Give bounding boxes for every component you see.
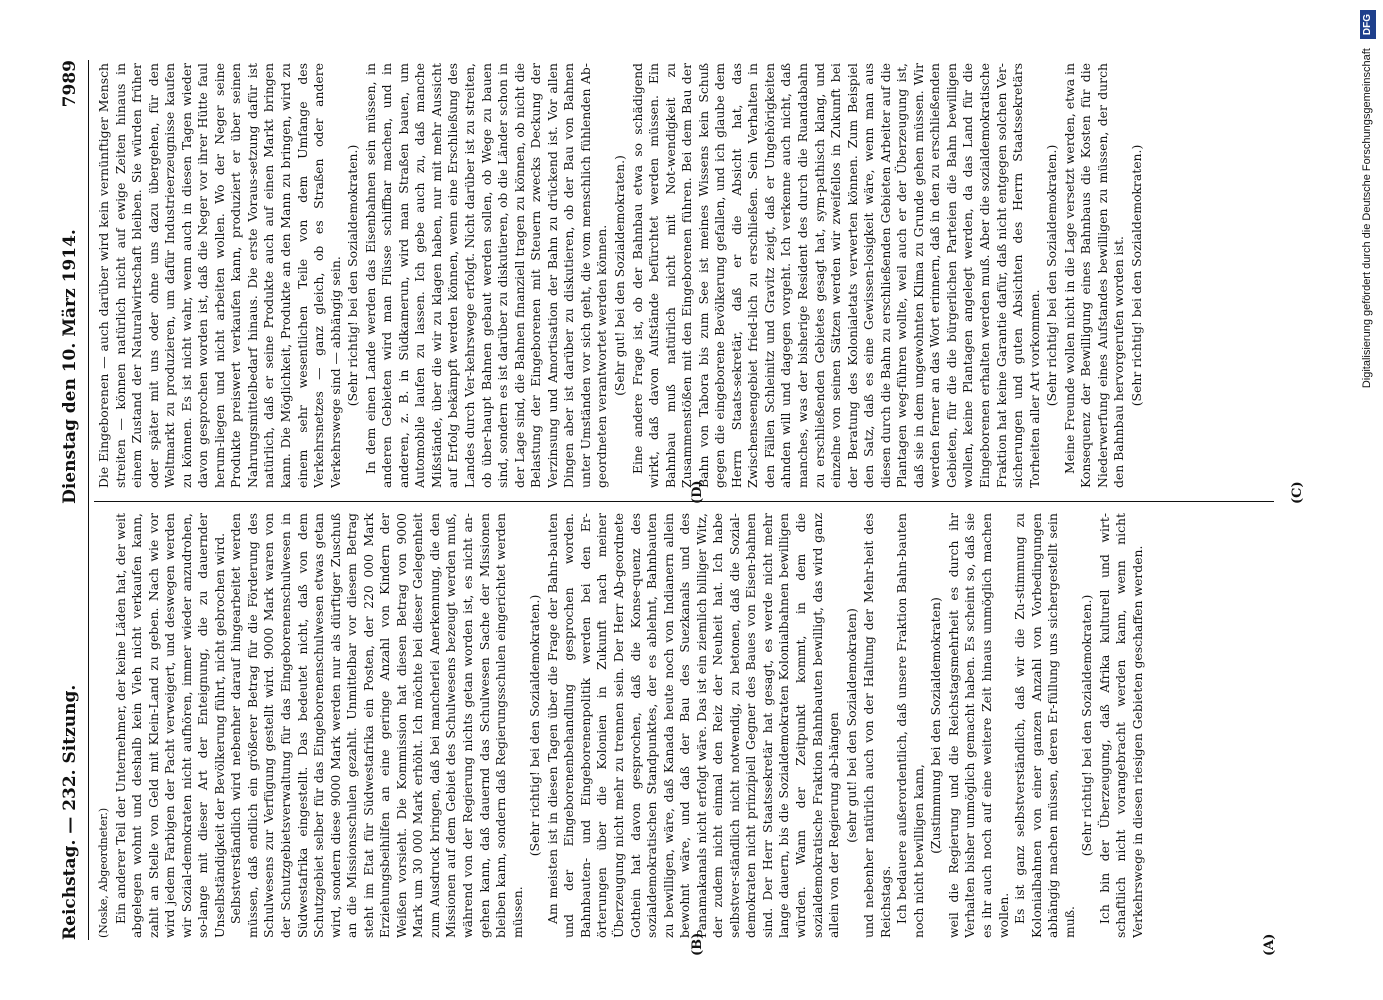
marker-a: (A) — [1262, 933, 1277, 956]
marker-c: (C) — [1290, 481, 1305, 504]
dfg-logo: DFG — [1360, 10, 1376, 39]
interjection: (Sehr richtig! bei den Sozialdemokraten.) — [1128, 144, 1144, 407]
interjection: (sehr gut! bei den Sozialdemokraten) — [843, 608, 859, 843]
paragraph: Ein anderer Teil der Unternehmer, der keine Läden hat, der weit abgelegen wohnt und deshalb kein Vieh nicht verkaufen kann, zahlt an Stelle von Geld mit Klein-Land zu geben. Nach wie vor wird jedem Farbigen der Pacht verweigert, und deswegen werden wir Sozial-demokraten nicht aufhören, immer wieder anzudrohen, so-lange mit dieser Art der Enteignung, die zu dauernder Unselbständigkeit der Bevölkerung führt, nicht gebrochen wird. — [112, 513, 227, 938]
digitization-text: Digitalisierung gefördert durch die Deutsche Forschungsgemeinschaft — [1361, 48, 1373, 389]
header-right — [60, 60, 80, 504]
header-left: Reichstag. — 232. Sitzung. — [60, 684, 80, 940]
header-rule — [88, 60, 89, 940]
paragraph: Es ist ganz selbstverständlich, daß wir die Zu-stimmung zu Kolonialbahnen von einer ganzen Anzahl von Vorbedingungen abhängig machen müssen, deren Er-füllung uns sichergestellt sein muß. — [1012, 513, 1077, 938]
speaker-label: (Noske, Abgeordneter.) — [97, 807, 110, 938]
digitization-note — [1356, 10, 1378, 990]
interjection: (Zustimmung bei den Sozialdemokraten) — [928, 597, 944, 854]
paragraph: Ich bin der Überzeugung, daß Afrika kulturell und wirt-schaftlich nicht vorangebracht werden kann, wenn nicht Verkehrswege in diesen riesigen Gebieten geschaffen werden. — [1096, 513, 1145, 938]
marker-b: (B) — [690, 932, 705, 956]
paragraph: Selbstverständlich wird nebenher darauf hingearbeitet werden müssen, daß endlich ein größerer Betrag für die Förderung des Schulwesens zur Verfügung gestellt wird. 9000 Mark waren von der Schutzgebietsverwaltung für das Eingeborenenschulwesen in Südwestafrika eingestellt. Das bedeutet nicht, daß von dem Schutzgebiet selber für das Eingeborenenschulwesen etwas getan wird, sondern diese 9000 Mark werden nur als dürftiger Zuschuß an die Missionsschulen gezahlt. Unmittelbar vor diesem Betrag steht im Etat für Südwestafrika ein Posten, der 220 000 Mark Erziehungsbeihilfen an eine geringe Anzahl von Kindern der Weißen vorsieht. Die Kommission hat diesen Betrag von 9000 Mark um 30 000 Mark erhöht. Ich möchte bei dieser Gelegenheit zum Ausdruck bringen, daß bei mancherlei Anerkennung, die den Missionen auf dem Gebiet des Schulwesens bezeugt werden muß, während von der Regierung nichts getan worden ist, es nicht an-gehen kann, daß dauernd das Schulwesen Sache der Missionen bleiben kann, sondern daß Regierungsschulen eingerichtet werden müssen. — [228, 513, 525, 938]
paragraph: Eine andere Frage ist, ob der Bahnbau etwa so schädigend wirkt, daß davon Aufstände befürchtet werden müssen. Ein Bahnbau muß natürlich nicht mit Not-wendigkeit zu Zusammenstößen mit den Eingeborenen führen. Bei dem Bau der Bahn von Tabora bis zum See ist meines Wissens kein Schuß gegen die eingeborene Bevölkerung gefallen, und ich glaube dem Herrn Staats-sekretär, daß er die Absicht hat, das Zwischenseengebiet fried-lich zu erschließen. Sein Verhalten in den Fällen Schleinitz und Gravitz zeigt, daß er Ungehörigkeiten ahnden will und dagegen vorgeht. Ich verkenne auch nicht, daß manches, was der bisherige Resident des durch die Ruandabahn zu erschließenden Gebietes gesagt hat, sym-pathisch klang, und einzelne von seinen Sätzen werden wir zweifellos in Zukunft bei der Beratung des Kolonialetats verwerten können. Zum Beispiel den Satz, daß es eine Gewissen-losigkeit wäre, wenn man aus diesen durch die Bahn zu erschließenden Gebieten Arbeiter auf die Plantagen weg-führen wollte, weil auch er der Überzeugung ist, daß sie in dem ungewohnten Klima zu Grunde gehen müssen. Wir werden ferner an das Wort erinnern, daß in den zu erschließenden Gebieten, für die die bürgerlichen Parteien die Bahn bewilligen wollen, keine Plantagen angelegt werden, da das Land für die Eingeborenen erhalten werden muß. Aber die sozialdemokratische Fraktion hat keine Garantie dafür, daß nicht entgegen solchen Ver-sicherungen und guten Absichten des Herrn Staatssekretärs Torheiten aller Art vorkommen. — [629, 63, 1042, 488]
paragraph: Ich bedauere außerordentlich, daß unsere Fraktion Bahn-bauten noch nicht bewilligen kann, — [894, 513, 926, 938]
interjection: (Sehr richtig! bei den Sozialdemokraten.) — [527, 594, 543, 857]
right-column — [96, 63, 1276, 488]
left-column — [96, 513, 1276, 938]
page-number: 7989 — [60, 60, 80, 108]
marker-d: (D) — [690, 480, 705, 504]
paragraph: In dem einen Lande werden das Eisenbahnen sein müssen, in anderen Gebieten wird man Flüsse schiffbar machen, und in anderen, z. B. in Südkamerun, wird man Straßen bauen, um Automobile laufen zu lassen. Ich gebe auch zu, daß manche Mißstände, über die wir zu klagen haben, nur mit mehr Aussicht auf Erfolg bekämpft werden können, wenn eine Erschließung des Landes durch Ver-kehrswege erfolgt. Nicht darüber ist zu streiten, ob über-haupt Bahnen gebaut werden sollen, ob Wege zu bauen sind, sondern es ist darüber zu diskutieren, ob die Länder schon in der Lage sind, die Bahnen finanziell tragen zu können, ob nicht die Belastung der Eingeborenen mit Steuern zwecks Deckung der Verzinsung und Amortisation der Bahn zu drückend ist. Vor allen Dingen aber ist darüber zu diskutieren, ob der Bau von Bahnen unter Umständen vor sich geht, die vom menschlich fühlenden Ab-geordneten verantwortet werden können. — [362, 63, 610, 488]
paragraph: weil die Regierung und die Reichstagsmehrheit es durch ihr Verhalten bisher unmöglich gemacht haben. Es scheint so, daß sie es ihr auch noch auf eine weitere Zeit hinaus unmöglich machen wollen. — [945, 513, 1011, 938]
paragraph: Meine Freunde wollen nicht in die Lage versetzt werden, etwa in Konsequenz der Bewilligung eines Bahnbaus die Kosten für die Niederwerfung eines Aufstandes bewilligen zu müssen, der durch den Bahnbau hervorgerufen worden ist. — [1061, 63, 1127, 488]
interjection: (Sehr richtig! bei den Sozialdemokraten.) — [1079, 594, 1095, 857]
column-divider — [94, 501, 1274, 502]
paragraph: Am meisten ist in diesen Tagen über die Frage der Bahn-bauten und der Eingeborenenbehandlung gesprochen worden. Bahnbauten- und Eingeborenenpolitik werden bei den Er-örterungen über die Kolonien in Zukunft nach meiner Überzeugung nicht mehr zu trennen sein. Der Herr Ab-geordnete Gothein hat davon gesprochen, daß die Konse-quenz des sozialdemokratischen Standpunktes, der es ablehnt, Bahnbauten zu bewilligen, wäre, daß Kanada heute noch von Indianern allein bewohnt wäre, und daß der Bau des Suezkanals und des Panamakanals nicht erfolgt wäre. Das ist ein ziemlich billiger Witz, der zudem nicht einmal den Reiz der Neuheit hat. Ich habe selbstver-ständlich nicht notwendig, zu betonen, daß die Sozial-demokraten nicht prinzipiell Gegner des Baues von Eisen-bahnen sind. Der Herr Staatssekretär hat gesagt, es werde nicht mehr lange dauern, bis die Sozialdemokraten Kolonialbahnen bewilligen würden. Wann der Zeitpunkt kommt, in dem die sozialdemokratische Fraktion Bahnbauten bewilligt, das wird ganz allein von der Regierung ab-hängen — [544, 513, 842, 938]
interjection: (Sehr gut! bei den Sozialdemokraten.) — [611, 155, 627, 396]
header-date: Dienstag den 10. März 1914. — [60, 229, 80, 504]
paragraph: Die Eingeborenen — auch darüber wird kein vernünftiger Mensch streiten — können natürlich nicht auf ewige Zeiten hinaus in einem Zustand der Naturalwirtschaft bleiben. Sie würden früher oder später mit uns oder ohne uns dazu übergehen, für den Weltmarkt zu produzieren, um dafür Industrieerzeugnisse kaufen zu können. Es ist nicht wahr, wenn auch in diesen Tagen wieder davon gesprochen worden ist, daß die Neger vor ihrer Hütte faul herum-liegen und nicht arbeiten wollen. Wo der Neger seine Produkte preiswert verkaufen kann, produziert er über seinen Nahrungsmittelbedarf hinaus. Die erste Voraus-setzung dafür ist natürlich, daß er seine Produkte auch auf einen Markt bringen kann. Die Möglichkeit, Produkte an den Mann zu bringen, wird zu einem sehr wesentlichen Teile von dem Umfange des Verkehrsnetzes — ganz gleich, ob es Straßen oder andere Verkehrswege sind — abhängig sein. — [96, 63, 343, 488]
interjection: (Sehr richtig! bei den Sozialdemokraten.) — [1044, 144, 1060, 407]
interjection: (Sehr richtig! bei den Sozialdemokraten.) — [345, 144, 361, 407]
page-header — [60, 60, 86, 940]
paragraph: und nebenher natürlich auch von der Haltung der Mehr-heit des Reichstags. — [861, 513, 893, 938]
